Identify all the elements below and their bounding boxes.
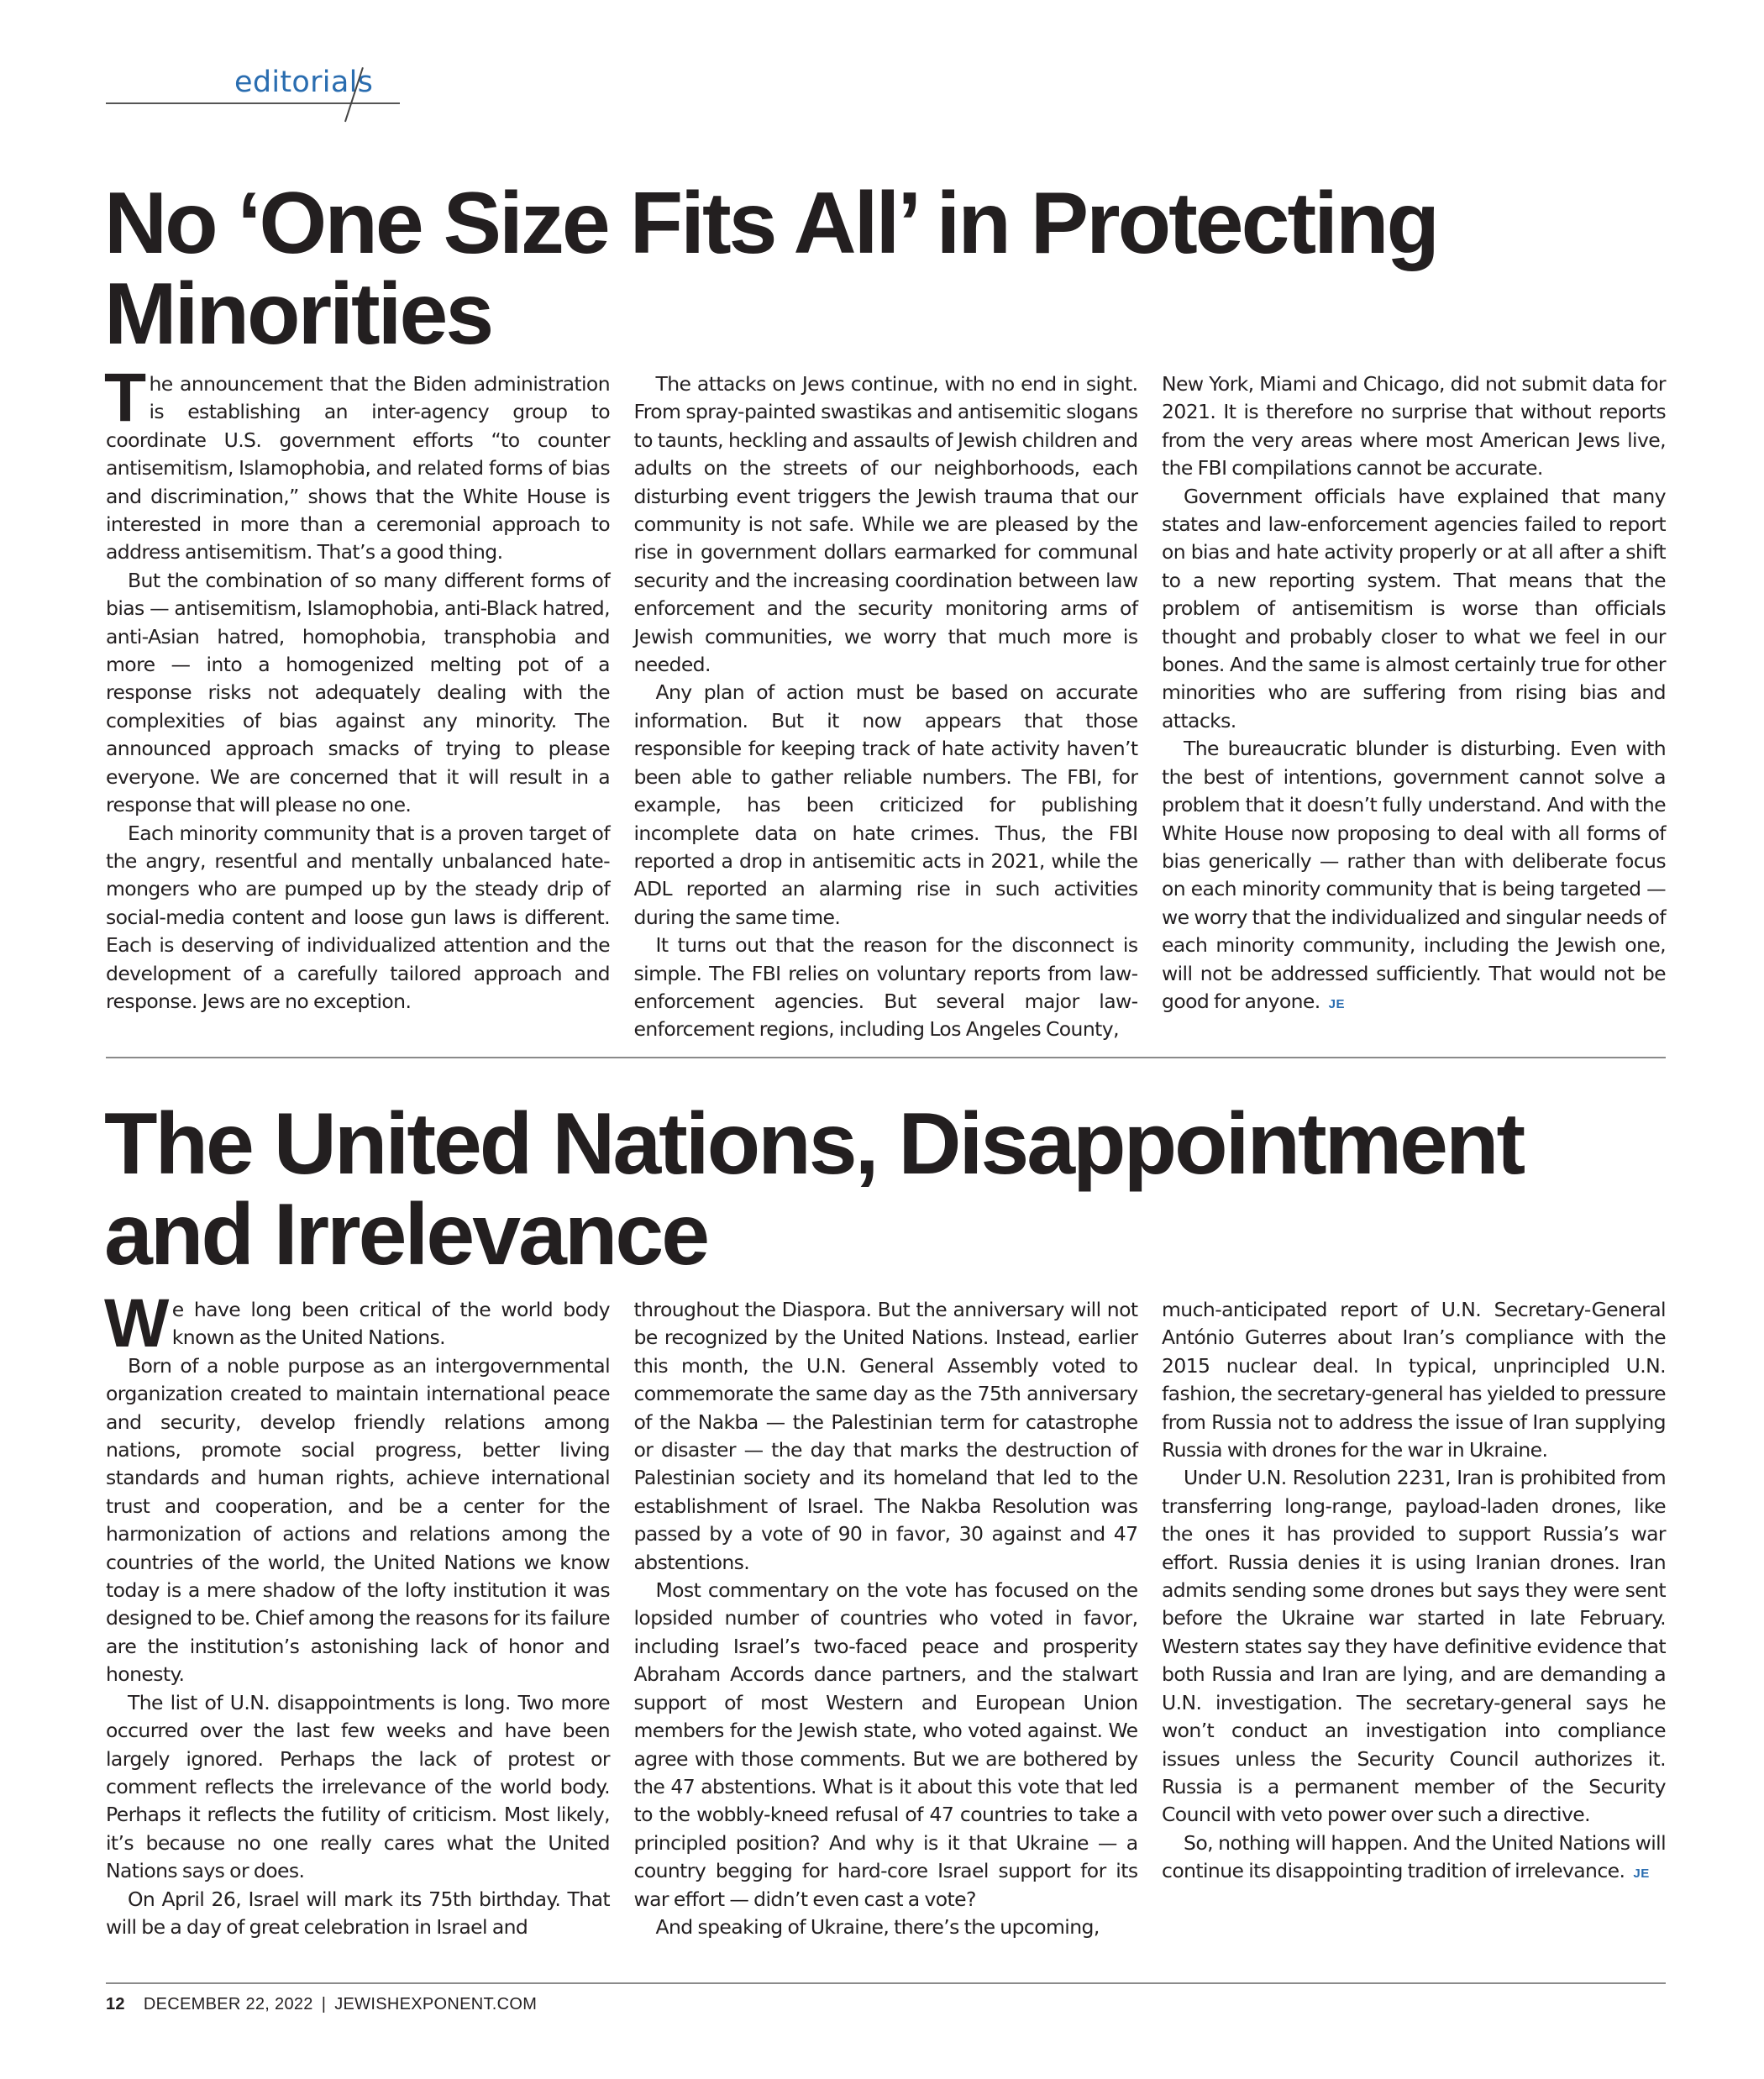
paragraph: Any plan of action must be based on accurate information. But it now appears that those responsible for keeping track of hate activity haven’t been able to gather reliable numbers. The FBI, for example, has been criticized for publishing incomplete data on hate crimes. Thus, the FBI reported a drop in antisemitic acts in 2021, while the ADL reported an alarming rise in such activities during the same time.	[633, 680, 1138, 929]
paragraph-text: e have long been critical of the world body known as the United Nations.	[171, 1298, 610, 1350]
editorial-2-body	[104, 1285, 1666, 1941]
editorial-2-headline-line-1: The United Nations, Disappointment	[104, 1095, 1524, 1193]
footer-divider	[106, 1982, 1666, 1984]
paragraph: And speaking of Ukraine, there’s the upcoming,	[655, 1914, 1100, 1939]
signature-mark: JE	[1328, 996, 1346, 1011]
drop-cap: W	[104, 1285, 169, 1362]
editorial-2-headline-line-2: and Irrelevance	[104, 1186, 708, 1284]
paragraph: Most commentary on the vote has focused on the lopsided number of countries who voted in favor, including Israel’s two-faced peace and prosperity Abraham Accords dance partners, and the stalwart support of most Western and European Union members for the Jewish state, who voted against. We agree with those comments. But we are bothered by the 47 abstentions. What is it about this vote that led to the wobbly-kneed refusal of 47 countries to take a principled position? And why is it that Ukraine — a country begging for hard-core Israel support for its war effort — didn’t even cast a vote?	[633, 1578, 1138, 1911]
editorial-1-column-1	[104, 360, 610, 1044]
paragraph: It turns out that the reason for the disconnect is simple. The FBI relies on voluntary reports from law-enforcement agencies. But several major law-enforcement regions, including Los Angeles County,	[633, 933, 1138, 1042]
footer-separator: |	[321, 1995, 327, 2013]
paragraph-text: The bureaucratic blunder is disturbing. Even with the best of intentions, government cannot solve a problem that it doesn’t fully understand. And with the White House now proposing to deal with all forms of bias generically — rather than with deliberate focus on each minority community that is being targeted — we worry that the individualized and singular needs of each minority community, including the Jewish one, will not be addressed sufficiently. That would not be good for anyone.	[1162, 737, 1666, 1013]
drop-cap: T	[104, 360, 146, 436]
section-divider	[106, 1057, 1666, 1058]
section-tag	[106, 50, 400, 126]
signature-mark: JE	[1633, 1866, 1650, 1882]
paragraph: Under U.N. Resolution 2231, Iran is prohibited from transferring long-range, payload-laden drones, like the ones it has provided to support Russia’s war effort. Russia denies it is using Iranian drones. Iran admits sending some drones but says they were sent before the Ukraine war started in late February. Western states say they have definitive evidence that both Russia and Iran are lying, and are demanding a U.N. investigation. The secretary-general says he won’t conduct an investigation into compliance issues unless the Security Council authorizes it. Russia is a permanent member of the Security Council with veto power over such a directive.	[1162, 1466, 1666, 1827]
paragraph	[104, 1285, 610, 1362]
section-label: editorials	[234, 66, 374, 99]
editorial-2-column-3	[1162, 1296, 1666, 1941]
editorial-1-body	[104, 360, 1666, 1044]
page-number: 12	[106, 1995, 125, 2013]
paragraph-text: So, nothing will happen. And the United Nations will continue its disappointing tradition of irrelevance.	[1162, 1830, 1666, 1883]
paragraph	[104, 360, 610, 567]
paragraph: throughout the Diaspora. But the anniversary will not be recognized by the United Nations. Instead, earlier this month, the U.N. General Assembly voted to commemorate the same day as the 75th anniversary of the Nakba — the Palestinian term for catastrophe or disaster — the day that marks the destruction of Palestinian society and its homeland that led to the establishment of Israel. The Nakba Resolution was passed by a vote of 90 in favor, 30 against and 47 abstentions.	[633, 1298, 1138, 1574]
page-footer	[106, 1995, 537, 2014]
paragraph	[1162, 1830, 1666, 1888]
editorial-1-column-3	[1162, 370, 1666, 1044]
paragraph: The attacks on Jews continue, with no end in sight. From spray-painted swastikas and antisemitic slogans to taunts, heckling and assaults of Jewish children and adults on the streets of our neighborhoods, each disturbing event triggers the Jewish trauma that our community is not safe. While we are pleased by the rise in government dollars earmarked for communal security and the increasing coordination between law enforcement and the security monitoring arms of Jewish communities, we worry that much more is needed.	[633, 372, 1138, 677]
paragraph	[1162, 735, 1666, 1018]
paragraph: New York, Miami and Chicago, did not submit data for 2021. It is therefore no surprise that without reports from the very areas where most American Jews live, the FBI compilations cannot be accurate.	[1162, 372, 1666, 480]
paragraph: much-anticipated report of U.N. Secretary-General António Guterres about Iran’s compliance with the 2015 nuclear deal. In typical, unprincipled U.N. fashion, the secretary-general has yielded to pressure from Russia not to address the issue of Iran supplying Russia with drones for the war in Ukraine.	[1162, 1298, 1666, 1462]
paragraph: Each minority community that is a proven target of the angry, resentful and mentally unbalanced hate-mongers who are pumped up by the steady drip of social-media content and loose gun laws is different. Each is deserving of individualized attention and the development of a carefully tailored approach and response. Jews are no exception.	[106, 821, 610, 1013]
issue-date: DECEMBER 22, 2022	[143, 1995, 313, 2013]
editorial-2-column-1	[104, 1285, 610, 1941]
section-rule	[106, 102, 400, 104]
paragraph: But the combination of so many different forms of bias — antisemitism, Islamophobia, anti-Black hatred, anti-Asian hatred, homophobia, transphobia and more — into a homogenized melting pot of a response risks not adequately dealing with the complexities of bias against any minority. The announced approach smacks of trying to please everyone. We are concerned that it will result in a response that will please no one.	[106, 568, 610, 817]
editorial-1-column-2	[634, 370, 1138, 1044]
paragraph: On April 26, Israel will mark its 75th birthday. That will be a day of great celebration in Israel and	[106, 1887, 610, 1939]
paragraph: The list of U.N. disappointments is long. Two more occurred over the last few weeks and have been largely ignored. Perhaps the lack of protest or comment reflects the irrelevance of the world body. Perhaps it reflects the futility of criticism. Most likely, it’s because no one really cares what the United Nations says or does.	[106, 1690, 610, 1883]
editorial-1-headline	[104, 175, 1700, 363]
editorial-1-headline-line-2: Minorities	[104, 265, 492, 363]
paragraph: Born of a noble purpose as an intergovernmental organization created to maintain international peace and security, develop friendly relations among nations, promote social progress, better living standards and human rights, achieve international trust and cooperation, and be a center for the harmonization of actions and relations among the countries of the world, the United Nations we know today is a mere shadow of the lofty institution it was designed to be. Chief among the reasons for its failure are the institution’s astonishing lack of honor and honesty.	[106, 1353, 610, 1687]
site-name: JEWISHEXPONENT.COM	[334, 1995, 538, 2013]
paragraph-text: he announcement that the Biden administration is establishing an inter-agency group to coordinate U.S. government efforts “to counter antisemitism, Islamophobia, and related forms of bias and discrimination,” shows that the White House is interested in more than a ceremonial approach to address antisemitism. That’s a good thing.	[106, 372, 610, 564]
editorial-1-headline-line-1: No ‘One Size Fits All’ in Protecting	[104, 175, 1438, 272]
editorial-2-headline	[104, 1095, 1700, 1284]
editorial-2-column-2	[634, 1296, 1138, 1941]
paragraph: Government officials have explained that many states and law-enforcement agencies failed to report on bias and hate activity properly or at all after a shift to a new reporting system. That means that the problem of antisemitism is worse than officials thought and probably closer to what we feel in our bones. And the same is almost certainly true for other minorities who are suffering from rising bias and attacks.	[1162, 484, 1666, 732]
